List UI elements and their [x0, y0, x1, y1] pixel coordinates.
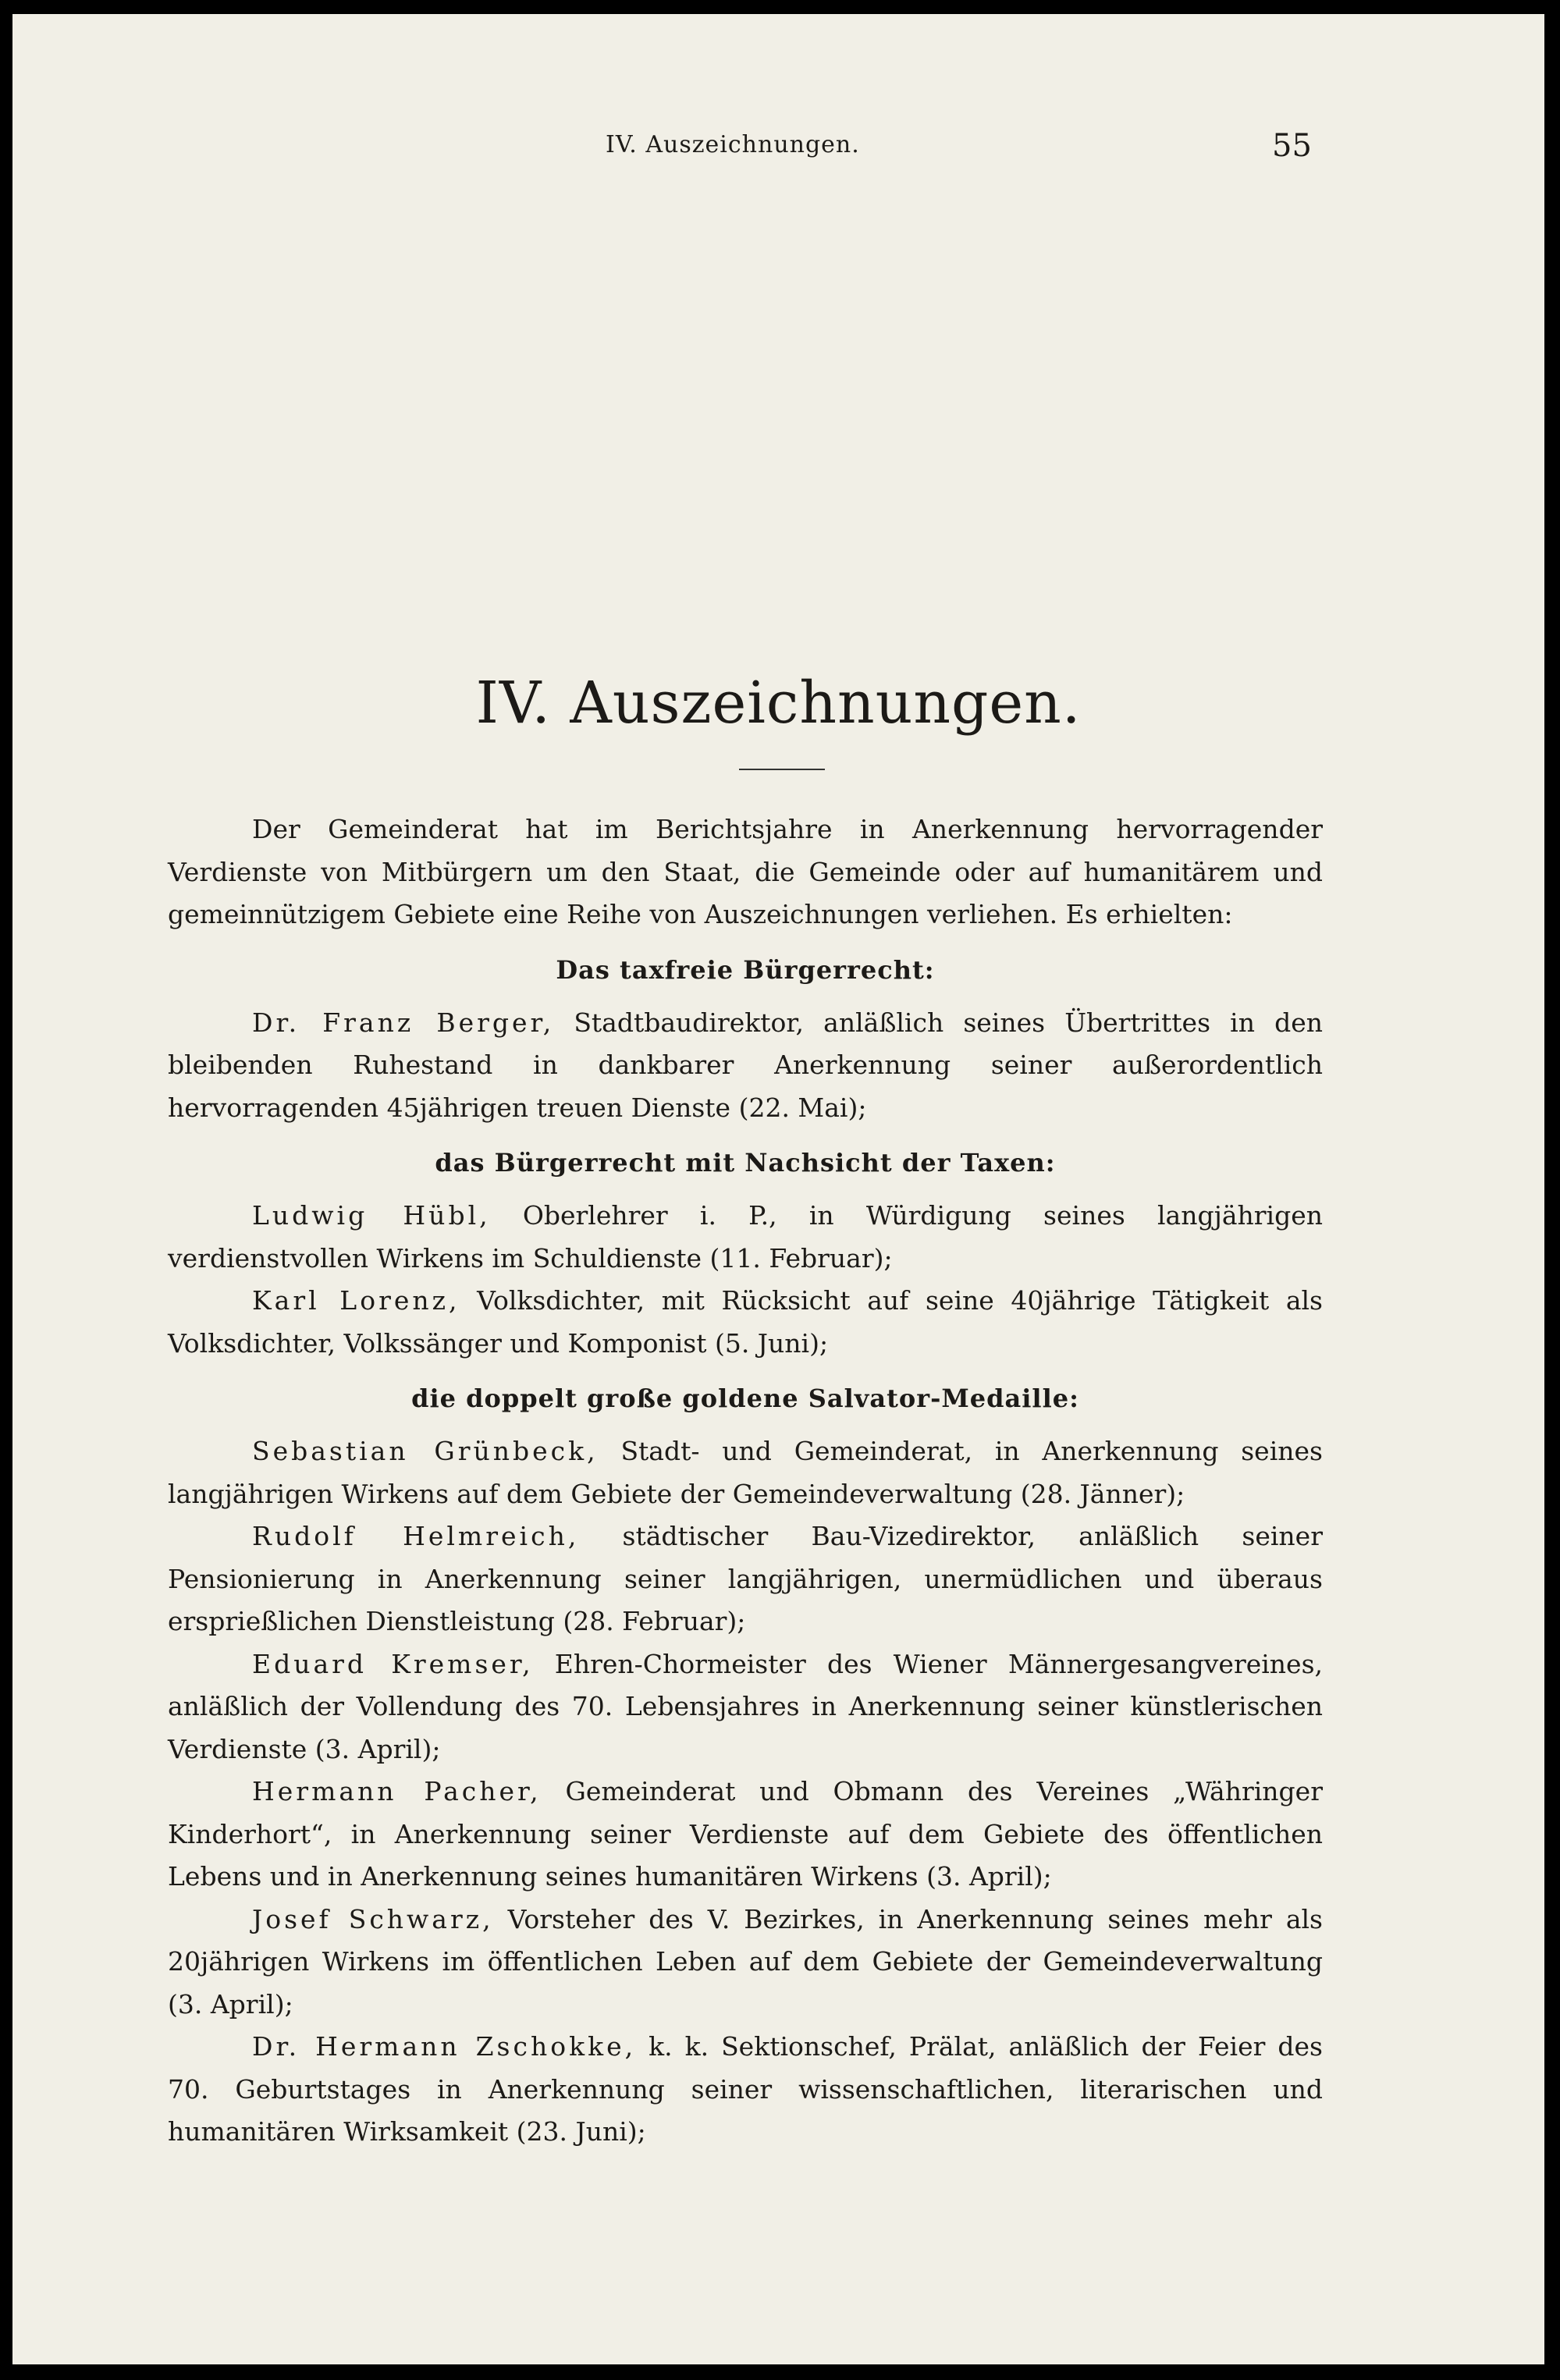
award-text: Gemeinderat und Obmann des Vereines „Währinger Kinderhort“, in Anerkennung seiner Verdienste auf dem Gebiete des öffentlichen Lebens und in Anerkennung seines humanitären Wirkens (3. April); — [168, 1776, 1323, 1892]
recipient-name: Sebastian Grünbeck, — [252, 1436, 599, 1466]
document-body — [168, 808, 1323, 2154]
award-text: Vorsteher des V. Bezirkes, in Anerkennung seines mehr als 20jährigen Wirkens im öffentlichen Leben auf dem Gebiete der Gemeindeverwaltung (3. April); — [168, 1903, 1323, 2019]
page-number: 55 — [1272, 128, 1312, 164]
intro-paragraph: Der Gemeinderat hat im Berichtsjahre in Anerkennung hervorragender Verdienste von Mitbürgern um den Staat, die Gemeinde oder auf humanitärem und gemeinnützigem Gebiete eine Reihe von Auszeichnungen verliehen. Es erhielten: — [168, 814, 1323, 929]
award-text: Ehren-Chormeister des Wiener Männergesangvereines, anläßlich der Vollendung des 70. Lebensjahres in Anerkennung seiner künstlerischen Verdienste (3. April); — [168, 1648, 1324, 1764]
recipient-name: Dr. Hermann Zschokke, — [252, 2031, 637, 2062]
award-entry — [168, 1643, 1323, 1771]
award-entry — [168, 1430, 1323, 1515]
recipient-name: Hermann Pacher, — [252, 1776, 542, 1806]
recipient-name: Karl Lorenz, — [252, 1285, 460, 1316]
recipient-name: Ludwig Hübl, — [252, 1200, 491, 1231]
section-heading-salvator-medal: die doppelt große goldene Salvator-Medaille: — [411, 1384, 1079, 1413]
section-heading-citizenship-waived: das Bürgerrecht mit Nachsicht der Taxen: — [435, 1148, 1056, 1178]
recipient-name: Dr. Franz Berger, — [252, 1007, 555, 1038]
award-entry — [168, 1515, 1323, 1643]
award-text: k. k. Sektionschef, Prälat, anläßlich der Feier des 70. Geburtstages in Anerkennung seiner wissenschaftlichen, literarischen und humanitären Wirksamkeit (23. Juni); — [168, 2031, 1323, 2147]
award-entry — [168, 2026, 1323, 2154]
recipient-name: Eduard Kremser, — [252, 1648, 534, 1679]
award-entry — [168, 1771, 1323, 1899]
recipient-name: Rudolf Helmreich, — [252, 1521, 580, 1551]
award-text: Oberlehrer i. P., in Würdigung seines langjährigen verdienstvollen Wirkens im Schuldienste (11. Februar); — [168, 1200, 1323, 1273]
title-divider — [739, 769, 825, 770]
award-text: Stadt- und Gemeinderat, in Anerkennung seines langjährigen Wirkens auf dem Gebiete der Gemeindeverwaltung (28. Jänner); — [168, 1436, 1323, 1509]
recipient-name: Josef Schwarz, — [252, 1903, 494, 1934]
document-page — [12, 14, 1544, 2364]
award-entry — [168, 1280, 1323, 1365]
chapter-title: IV. Auszeichnungen. — [475, 670, 1082, 737]
award-entry — [168, 1195, 1323, 1280]
award-text: Stadtbaudirektor, anläßlich seines Übertrittes in den bleibenden Ruhestand in dankbarer Anerkennung seiner außerordentlich hervorragenden 45jährigen treuen Dienste (22. Mai); — [168, 1007, 1323, 1123]
running-head — [12, 128, 1544, 164]
award-entry — [168, 1002, 1323, 1130]
running-title: IV. Auszeichnungen. — [606, 131, 860, 158]
award-entry — [168, 1899, 1323, 2027]
section-heading-taxfree-citizenship: Das taxfreie Bürgerrecht: — [556, 954, 935, 985]
award-text: städtischer Bau-Vizedirektor, anläßlich seiner Pensionierung in Anerkennung seiner langjährigen, unermüdlichen und überaus ersprießlichen Dienstleistung (28. Februar); — [168, 1521, 1323, 1636]
award-text: Volksdichter, mit Rücksicht auf seine 40jährige Tätigkeit als Volksdichter, Volkssänger und Komponist (5. Juni); — [168, 1285, 1323, 1359]
